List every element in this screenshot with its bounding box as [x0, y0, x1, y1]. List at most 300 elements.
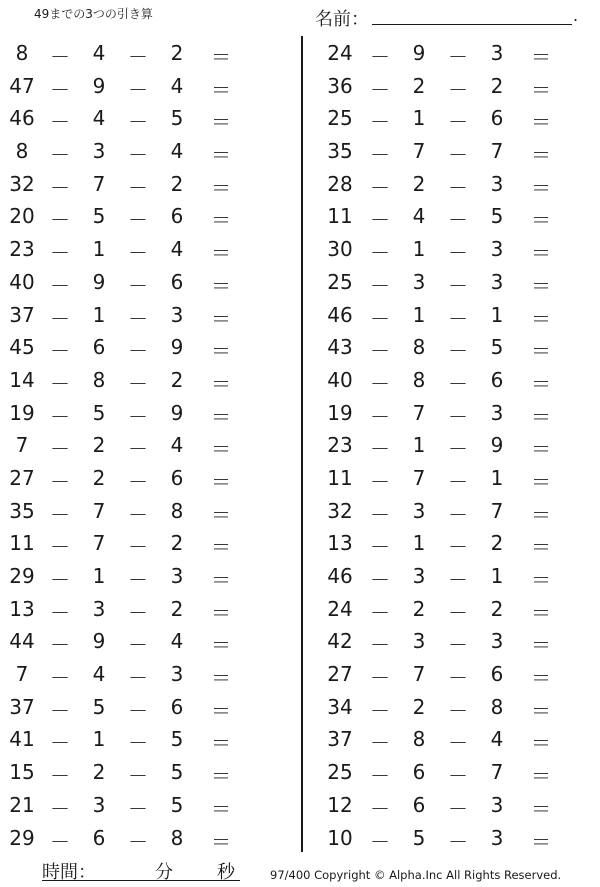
- problem-row: [0, 396, 300, 429]
- third-operand: 6: [490, 367, 504, 392]
- equals-sign: ＝: [531, 437, 551, 462]
- minus-sign: －: [370, 796, 390, 821]
- problem-row: [320, 330, 600, 363]
- name-field-dot: .: [573, 6, 579, 25]
- equals-sign: ＝: [211, 45, 231, 69]
- equals-sign: ＝: [211, 568, 231, 592]
- third-operand: 4: [490, 727, 504, 752]
- equals-sign: ＝: [531, 208, 551, 233]
- equals-sign: ＝: [531, 241, 551, 266]
- minus-sign: －: [448, 600, 468, 625]
- problems-left-column: [0, 36, 300, 853]
- minus-sign: －: [370, 829, 390, 854]
- third-operand: 3: [490, 41, 504, 65]
- problem-row: [320, 298, 600, 331]
- problem-row: [0, 199, 300, 232]
- first-operand: 12: [327, 792, 353, 817]
- minus-sign: －: [448, 698, 468, 723]
- minus-sign: －: [448, 633, 468, 658]
- problem-row: [320, 134, 600, 167]
- problem-row: [0, 559, 300, 592]
- second-operand: 3: [92, 139, 106, 164]
- equals-sign: ＝: [211, 829, 231, 854]
- equals-sign: ＝: [531, 306, 551, 331]
- minus-sign: －: [128, 77, 148, 102]
- equals-sign: ＝: [531, 568, 551, 592]
- minus-sign: －: [50, 600, 70, 625]
- third-operand: 6: [490, 106, 504, 131]
- first-operand: 27: [9, 465, 35, 490]
- equals-sign: ＝: [211, 371, 231, 396]
- first-operand: 47: [9, 73, 35, 98]
- minus-sign: －: [50, 698, 70, 723]
- minus-sign: －: [448, 273, 468, 298]
- problem-row: [0, 821, 300, 854]
- problem-row: [320, 363, 600, 396]
- minus-sign: －: [370, 698, 390, 723]
- first-operand: 45: [9, 335, 35, 360]
- problem-row: [320, 690, 600, 723]
- equals-sign: ＝: [211, 404, 231, 429]
- minus-sign: －: [128, 666, 148, 691]
- first-operand: 21: [9, 792, 35, 817]
- second-operand: 9: [92, 629, 106, 654]
- minus-sign: －: [448, 175, 468, 200]
- minus-sign: －: [128, 371, 148, 396]
- equals-sign: ＝: [211, 306, 231, 331]
- minus-sign: －: [370, 666, 390, 691]
- third-operand: 4: [170, 139, 184, 164]
- third-operand: 5: [170, 792, 184, 817]
- minus-sign: －: [128, 796, 148, 821]
- first-operand: 11: [327, 465, 353, 490]
- equals-sign: ＝: [211, 633, 231, 658]
- minus-sign: －: [128, 764, 148, 789]
- minus-sign: －: [128, 339, 148, 364]
- third-operand: 2: [170, 41, 184, 65]
- equals-sign: ＝: [531, 600, 551, 625]
- minus-sign: －: [50, 633, 70, 658]
- minus-sign: －: [370, 535, 390, 560]
- second-operand: 9: [412, 41, 426, 65]
- second-operand: 8: [92, 367, 106, 392]
- third-operand: 6: [170, 694, 184, 719]
- minus-sign: －: [128, 535, 148, 560]
- third-operand: 6: [170, 465, 184, 490]
- third-operand: 3: [490, 825, 504, 850]
- first-operand: 29: [9, 825, 35, 850]
- minus-sign: －: [370, 143, 390, 168]
- equals-sign: ＝: [211, 143, 231, 168]
- first-operand: 11: [9, 531, 35, 556]
- first-operand: 25: [327, 269, 353, 294]
- problem-row: [0, 265, 300, 298]
- minus-sign: －: [448, 764, 468, 789]
- equals-sign: ＝: [211, 600, 231, 625]
- first-operand: 11: [327, 204, 353, 229]
- minus-sign: －: [448, 437, 468, 462]
- third-operand: 4: [170, 629, 184, 654]
- first-operand: 25: [327, 106, 353, 131]
- minus-sign: －: [448, 371, 468, 396]
- second-operand: 4: [92, 106, 106, 131]
- third-operand: 2: [490, 531, 504, 556]
- minus-sign: －: [50, 143, 70, 168]
- minus-sign: －: [50, 404, 70, 429]
- problem-row: [0, 788, 300, 821]
- minus-sign: －: [128, 175, 148, 200]
- minus-sign: －: [370, 371, 390, 396]
- minus-sign: －: [370, 469, 390, 494]
- second-operand: 3: [412, 498, 426, 523]
- seconds-label: 秒: [217, 862, 235, 883]
- equals-sign: ＝: [211, 77, 231, 102]
- first-operand: 37: [9, 694, 35, 719]
- first-operand: 7: [15, 662, 29, 687]
- minus-sign: －: [50, 339, 70, 364]
- minus-sign: －: [370, 731, 390, 756]
- minus-sign: －: [50, 77, 70, 102]
- second-operand: 2: [412, 171, 426, 196]
- minus-sign: －: [448, 208, 468, 233]
- third-operand: 1: [490, 302, 504, 327]
- problem-row: [0, 298, 300, 331]
- third-operand: 7: [490, 760, 504, 785]
- minus-sign: －: [128, 273, 148, 298]
- first-operand: 46: [327, 302, 353, 327]
- equals-sign: ＝: [211, 339, 231, 364]
- problem-row: [320, 265, 600, 298]
- third-operand: 5: [170, 760, 184, 785]
- minus-sign: －: [50, 568, 70, 592]
- problem-row: [0, 722, 300, 755]
- problem-row: [320, 69, 600, 102]
- time-label: 時間：: [42, 862, 96, 883]
- first-operand: 7: [15, 433, 29, 458]
- minus-sign: －: [128, 829, 148, 854]
- minus-sign: －: [128, 469, 148, 494]
- equals-sign: ＝: [211, 698, 231, 723]
- problem-row: [320, 657, 600, 690]
- first-operand: 46: [327, 564, 353, 588]
- third-operand: 5: [490, 204, 504, 229]
- second-operand: 3: [412, 564, 426, 588]
- equals-sign: ＝: [531, 110, 551, 135]
- second-operand: 2: [412, 596, 426, 621]
- minus-sign: －: [50, 273, 70, 298]
- minus-sign: －: [50, 437, 70, 462]
- equals-sign: ＝: [211, 796, 231, 821]
- minus-sign: －: [370, 110, 390, 135]
- equals-sign: ＝: [531, 143, 551, 168]
- minus-sign: －: [370, 764, 390, 789]
- first-operand: 41: [9, 727, 35, 752]
- minus-sign: －: [128, 404, 148, 429]
- equals-sign: ＝: [211, 241, 231, 266]
- third-operand: 5: [170, 727, 184, 752]
- first-operand: 25: [327, 760, 353, 785]
- second-operand: 7: [92, 531, 106, 556]
- third-operand: 8: [170, 825, 184, 850]
- third-operand: 2: [170, 367, 184, 392]
- problem-row: [320, 232, 600, 265]
- third-operand: 2: [170, 596, 184, 621]
- first-operand: 37: [9, 302, 35, 327]
- minus-sign: －: [50, 175, 70, 200]
- second-operand: 5: [412, 825, 426, 850]
- minus-sign: －: [370, 404, 390, 429]
- second-operand: 1: [412, 302, 426, 327]
- third-operand: 8: [170, 498, 184, 523]
- first-operand: 13: [9, 596, 35, 621]
- minus-sign: －: [448, 731, 468, 756]
- second-operand: 7: [412, 662, 426, 687]
- minus-sign: －: [128, 143, 148, 168]
- second-operand: 3: [92, 792, 106, 817]
- second-operand: 8: [412, 367, 426, 392]
- equals-sign: ＝: [531, 273, 551, 298]
- minus-sign: －: [50, 45, 70, 69]
- minus-sign: －: [448, 502, 468, 527]
- first-operand: 35: [9, 498, 35, 523]
- minus-sign: －: [50, 796, 70, 821]
- second-operand: 2: [92, 465, 106, 490]
- first-operand: 24: [327, 596, 353, 621]
- problem-row: [320, 396, 600, 429]
- third-operand: 3: [170, 302, 184, 327]
- minus-sign: －: [50, 371, 70, 396]
- problem-row: [320, 788, 600, 821]
- third-operand: 4: [170, 73, 184, 98]
- minus-sign: －: [50, 208, 70, 233]
- third-operand: 3: [490, 269, 504, 294]
- problem-row: [320, 722, 600, 755]
- name-label: 名前：: [315, 9, 369, 30]
- first-operand: 29: [9, 564, 35, 588]
- third-operand: 4: [170, 237, 184, 262]
- problem-row: [0, 494, 300, 527]
- problem-row: [0, 624, 300, 657]
- minus-sign: －: [50, 829, 70, 854]
- first-operand: 37: [327, 727, 353, 752]
- third-operand: 9: [490, 433, 504, 458]
- third-operand: 2: [170, 531, 184, 556]
- second-operand: 7: [92, 171, 106, 196]
- third-operand: 3: [170, 662, 184, 687]
- second-operand: 1: [92, 302, 106, 327]
- minus-sign: －: [370, 77, 390, 102]
- equals-sign: ＝: [531, 45, 551, 69]
- third-operand: 3: [490, 171, 504, 196]
- second-operand: 3: [412, 269, 426, 294]
- minus-sign: －: [448, 77, 468, 102]
- third-operand: 8: [490, 694, 504, 719]
- problem-row: [0, 134, 300, 167]
- second-operand: 9: [92, 269, 106, 294]
- first-operand: 13: [327, 531, 353, 556]
- minus-sign: －: [448, 241, 468, 266]
- third-operand: 6: [170, 269, 184, 294]
- problem-row: [0, 461, 300, 494]
- first-operand: 19: [327, 400, 353, 425]
- equals-sign: ＝: [531, 175, 551, 200]
- minus-sign: －: [128, 45, 148, 69]
- first-operand: 8: [15, 41, 29, 65]
- third-operand: 4: [170, 433, 184, 458]
- equals-sign: ＝: [211, 273, 231, 298]
- minus-sign: －: [370, 45, 390, 69]
- second-operand: 1: [412, 106, 426, 131]
- first-operand: 23: [9, 237, 35, 262]
- first-operand: 23: [327, 433, 353, 458]
- problem-row: [320, 461, 600, 494]
- problem-row: [320, 428, 600, 461]
- minus-sign: －: [50, 469, 70, 494]
- equals-sign: ＝: [531, 339, 551, 364]
- second-operand: 2: [92, 433, 106, 458]
- second-operand: 5: [92, 694, 106, 719]
- equals-sign: ＝: [531, 666, 551, 691]
- problem-row: [0, 69, 300, 102]
- third-operand: 6: [170, 204, 184, 229]
- minus-sign: －: [50, 241, 70, 266]
- minus-sign: －: [50, 502, 70, 527]
- second-operand: 2: [412, 694, 426, 719]
- third-operand: 7: [490, 498, 504, 523]
- minus-sign: －: [448, 535, 468, 560]
- second-operand: 4: [92, 41, 106, 65]
- equals-sign: ＝: [531, 469, 551, 494]
- first-operand: 32: [327, 498, 353, 523]
- first-operand: 46: [9, 106, 35, 131]
- equals-sign: ＝: [211, 208, 231, 233]
- equals-sign: ＝: [531, 731, 551, 756]
- problem-row: [0, 428, 300, 461]
- second-operand: 8: [412, 335, 426, 360]
- second-operand: 7: [412, 400, 426, 425]
- second-operand: 5: [92, 204, 106, 229]
- second-operand: 9: [92, 73, 106, 98]
- first-operand: 34: [327, 694, 353, 719]
- minus-sign: －: [128, 698, 148, 723]
- minus-sign: －: [50, 110, 70, 135]
- problem-row: [0, 690, 300, 723]
- minus-sign: －: [128, 241, 148, 266]
- second-operand: 6: [412, 792, 426, 817]
- third-operand: 7: [490, 139, 504, 164]
- first-operand: 30: [327, 237, 353, 262]
- minus-sign: －: [370, 437, 390, 462]
- equals-sign: ＝: [211, 731, 231, 756]
- second-operand: 4: [92, 662, 106, 687]
- second-operand: 2: [92, 760, 106, 785]
- third-operand: 1: [490, 465, 504, 490]
- equals-sign: ＝: [531, 633, 551, 658]
- equals-sign: ＝: [211, 535, 231, 560]
- minus-sign: －: [128, 633, 148, 658]
- problem-row: [320, 526, 600, 559]
- third-operand: 6: [490, 662, 504, 687]
- minus-sign: －: [370, 568, 390, 592]
- third-operand: 2: [170, 171, 184, 196]
- equals-sign: ＝: [531, 535, 551, 560]
- name-field-line[interactable]: [372, 24, 572, 25]
- column-divider: [301, 36, 303, 852]
- first-operand: 20: [9, 204, 35, 229]
- second-operand: 3: [412, 629, 426, 654]
- second-operand: 8: [412, 727, 426, 752]
- equals-sign: ＝: [531, 796, 551, 821]
- second-operand: 1: [412, 433, 426, 458]
- equals-sign: ＝: [531, 404, 551, 429]
- minus-sign: －: [370, 241, 390, 266]
- equals-sign: ＝: [211, 437, 231, 462]
- problems-right-column: [320, 36, 600, 853]
- third-operand: 3: [490, 237, 504, 262]
- minus-sign: －: [370, 502, 390, 527]
- minus-sign: －: [128, 437, 148, 462]
- minutes-label: 分: [155, 862, 173, 883]
- third-operand: 9: [170, 335, 184, 360]
- problem-row: [0, 526, 300, 559]
- second-operand: 6: [92, 825, 106, 850]
- second-operand: 1: [92, 727, 106, 752]
- first-operand: 8: [15, 139, 29, 164]
- problem-row: [320, 624, 600, 657]
- minus-sign: －: [448, 306, 468, 331]
- second-operand: 1: [92, 564, 106, 588]
- equals-sign: ＝: [531, 764, 551, 789]
- second-operand: 5: [92, 400, 106, 425]
- equals-sign: ＝: [211, 502, 231, 527]
- first-operand: 32: [9, 171, 35, 196]
- minus-sign: －: [448, 469, 468, 494]
- equals-sign: ＝: [531, 371, 551, 396]
- first-operand: 24: [327, 41, 353, 65]
- minus-sign: －: [448, 45, 468, 69]
- minus-sign: －: [50, 666, 70, 691]
- problem-row: [320, 821, 600, 854]
- third-operand: 3: [490, 400, 504, 425]
- problem-row: [320, 199, 600, 232]
- minus-sign: －: [370, 633, 390, 658]
- minus-sign: －: [128, 731, 148, 756]
- minus-sign: －: [370, 273, 390, 298]
- problem-row: [320, 559, 600, 592]
- time-field-line[interactable]: [42, 880, 240, 881]
- minus-sign: －: [448, 110, 468, 135]
- first-operand: 35: [327, 139, 353, 164]
- problem-row: [0, 330, 300, 363]
- equals-sign: ＝: [211, 764, 231, 789]
- page-copyright: 97/400 Copyright © Alpha.Inc All Rights Reserved.: [270, 868, 562, 882]
- equals-sign: ＝: [211, 110, 231, 135]
- second-operand: 2: [412, 73, 426, 98]
- equals-sign: ＝: [531, 829, 551, 854]
- minus-sign: －: [448, 796, 468, 821]
- minus-sign: －: [448, 404, 468, 429]
- minus-sign: －: [50, 535, 70, 560]
- minus-sign: －: [370, 175, 390, 200]
- minus-sign: －: [370, 306, 390, 331]
- first-operand: 14: [9, 367, 35, 392]
- minus-sign: －: [50, 731, 70, 756]
- third-operand: 3: [490, 629, 504, 654]
- minus-sign: －: [370, 339, 390, 364]
- problem-row: [320, 494, 600, 527]
- equals-sign: ＝: [531, 77, 551, 102]
- equals-sign: ＝: [211, 666, 231, 691]
